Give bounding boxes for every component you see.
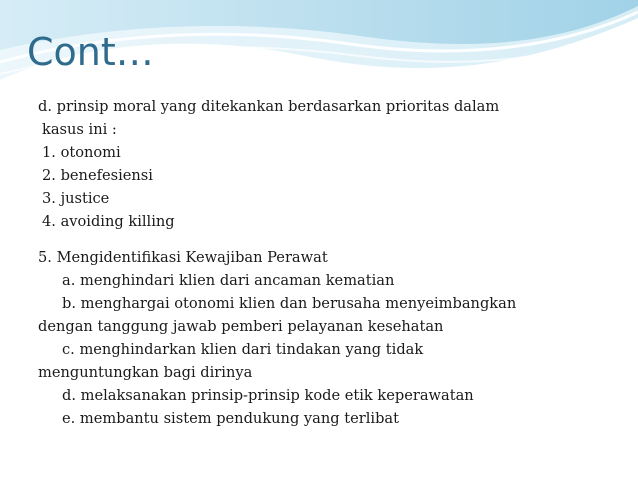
section-d-item: 2. benefesiensi [42, 167, 153, 184]
section-d-heading-line2: kasus ini : [42, 121, 117, 138]
section-d-item: 4. avoiding killing [42, 213, 175, 230]
slide-body [38, 95, 628, 430]
section-5-item-c-line2: menguntungkan bagi dirinya [38, 364, 253, 381]
section-d-heading-line1: d. prinsip moral yang ditekankan berdasarkan prioritas dalam [38, 98, 500, 115]
section-d-item: 1. otonomi [42, 144, 121, 161]
section-5-heading: 5. Mengidentifikasi Kewajiban Perawat [38, 249, 328, 266]
section-gap [38, 233, 628, 246]
section-5-item-b-line1: b. menghargai otonomi klien dan berusaha menyeimbangkan [62, 295, 517, 312]
section-d-item: 3. justice [42, 190, 110, 207]
section-5-item-e: e. membantu sistem pendukung yang terlibat [62, 410, 399, 427]
section-5-item-a: a. menghindari klien dari ancaman kematian [62, 272, 395, 289]
section-5-item-c-line1: c. menghindarkan klien dari tindakan yang tidak [62, 341, 424, 358]
section-5-item-d: d. melaksanakan prinsip-prinsip kode etik keperawatan [62, 387, 474, 404]
slide-title: Cont… [27, 30, 154, 74]
section-5-item-b-line2: dengan tanggung jawab pemberi pelayanan kesehatan [38, 318, 444, 335]
